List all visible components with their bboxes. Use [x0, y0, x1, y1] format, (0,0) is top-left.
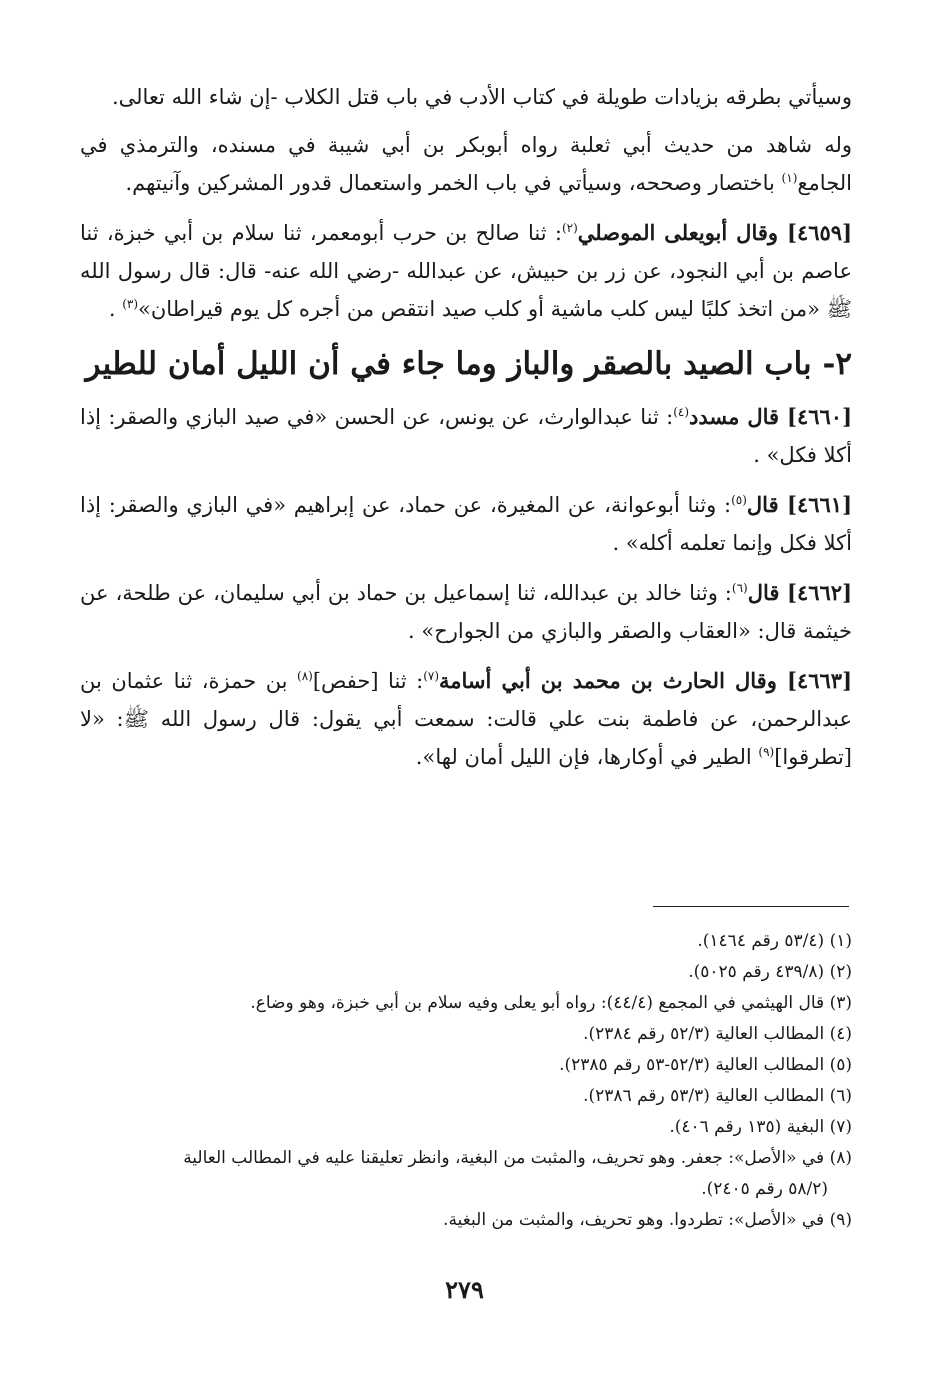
footnote-ref: (٥)	[731, 493, 747, 507]
footnote-ref: (٧)	[423, 669, 440, 683]
main-text	[80, 78, 852, 788]
paragraph-1: وسيأتي بطرقه بزيادات طويلة في كتاب الأدب في باب قتل الكلاب -إن شاء الله تعالى.	[111, 85, 852, 109]
footnote-ref: (٦)	[731, 581, 748, 595]
hadith-number: [٤٦٦٣]	[776, 668, 852, 693]
page-number: ٢٧٩	[445, 1275, 484, 1304]
narrator: قال	[746, 492, 779, 517]
chapter-heading: ٢- باب الصيد بالصقر والباز وما جاء في أن الليل أمان للطير	[85, 346, 852, 382]
hadith-4660: [٤٦٦٠] قال مسدد$^{(٤)}$: ثنا عبدالوارث، عن يونس، عن الحسن «في صيد البازي والصقر: إذا أكلا فكل» .	[80, 404, 852, 467]
narrator: قال مسدد	[689, 404, 780, 429]
hadith-4662: [٤٦٦٢] قال$^{(٦)}$: وثنا خالد بن عبدالله، ثنا إسماعيل بن حماد بن أبي سليمان، عن طلحة، عن خيثمة قال: «العقاب والصقر والبازي من الجوارح» .	[80, 580, 852, 643]
footnote-ref: (٤)	[673, 405, 690, 419]
footnote-7: (٧) البغية (١٣٥ رقم ٤٠٦).	[669, 1117, 852, 1137]
footnote-8-continued: (٥٨/٢ رقم ٢٤٠٥).	[701, 1179, 828, 1199]
footnote-divider	[653, 906, 849, 907]
footnote-ref: (٣)	[122, 297, 139, 311]
hadith-4661: [٤٦٦١] قال$^{(٥)}$: وثنا أبوعوانة، عن المغيرة، عن حماد، عن إبراهيم «في البازي والصقر: إذا أكلا فكل وإنما تعلمه أكله» .	[80, 492, 853, 555]
footnote-5: (٥) المطالب العالية (٥٢/٣-٥٣ رقم ٢٣٨٥).	[559, 1055, 852, 1075]
footnote-4: (٤) المطالب العالية (٥٢/٣ رقم ٢٣٨٤).	[583, 1024, 852, 1044]
footnotes	[80, 926, 852, 1236]
hadith-number: [٤٦٦٢]	[779, 580, 852, 605]
footnote-ref: (١)	[781, 171, 798, 185]
narrator: وقال أبويعلى الموصلي	[577, 220, 779, 245]
footnote-9: (٩) في «الأصل»: تطردوا. وهو تحريف، والمثبت من البغية.	[443, 1210, 852, 1230]
narrator: وقال الحارث بن محمد بن أبي أسامة	[439, 668, 777, 693]
hadith-4663: [٤٦٦٣] وقال الحارث بن محمد بن أبي أسامة$^{(٧)}$: ثنا [حفص]$^{(٨)}$ بن حمزة، ثنا عثمان بن عبدالرحمن، عن فاطمة بنت علي قالت: سمعت أبي يقول: قال رسول الله ﷺ: «لا [تطرقوا]$^{(٩)}$ الطير في أوكارها، فإن الليل أمان لها».	[80, 668, 852, 769]
footnote-ref: (٨)	[297, 669, 313, 683]
hadith-number: [٤٦٦٠]	[779, 404, 852, 429]
footnote-ref: (٢)	[561, 221, 578, 235]
footnote-6: (٦) المطالب العالية (٥٣/٣ رقم ٢٣٨٦).	[583, 1086, 852, 1106]
footnote-2: (٢) (٤٣٩/٨ رقم ٥٠٢٥).	[688, 962, 852, 982]
hadith-4659: [٤٦٥٩] وقال أبويعلى الموصلي$^{(٢)}$: ثنا صالح بن حرب أبومعمر، ثنا سلام بن أبي خبزة، ثنا عاصم بن أبي النجود، عن زر بن حبيش، عن عبدالله -رضي الله عنه- قال: قال رسول الله ﷺ «من اتخذ كلبًا ليس كلب ماشية أو كلب صيد انتقص من أجره كل يوم قيراطان»$^{(٣)}$ .	[80, 220, 852, 321]
footnote-1: (١) (٥٣/٤ رقم ١٤٦٤).	[697, 931, 852, 951]
paragraph-2: وله شاهد من حديث أبي ثعلبة رواه أبوبكر بن أبي شيبة في مسنده، والترمذي في الجامع$^{(١)}$ باختصار وصححه، وسيأتي في باب الخمر واستعمال قدور المشركين وآنيتهم.	[80, 133, 852, 195]
footnote-8: (٨) في «الأصل»: جعفر. وهو تحريف، والمثبت من البغية، وانظر تعليقنا عليه في المطالب العالية	[183, 1148, 852, 1168]
hadith-number: [٤٦٥٩]	[778, 220, 852, 245]
narrator: قال	[747, 580, 780, 605]
footnote-ref: (٩)	[758, 745, 775, 759]
footnote-3: (٣) قال الهيثمي في المجمع (٤٤/٤): رواه أبو يعلى وفيه سلام بن أبي خبزة، وهو وضاع.	[250, 993, 852, 1013]
hadith-number: [٤٦٦١]	[778, 492, 853, 517]
